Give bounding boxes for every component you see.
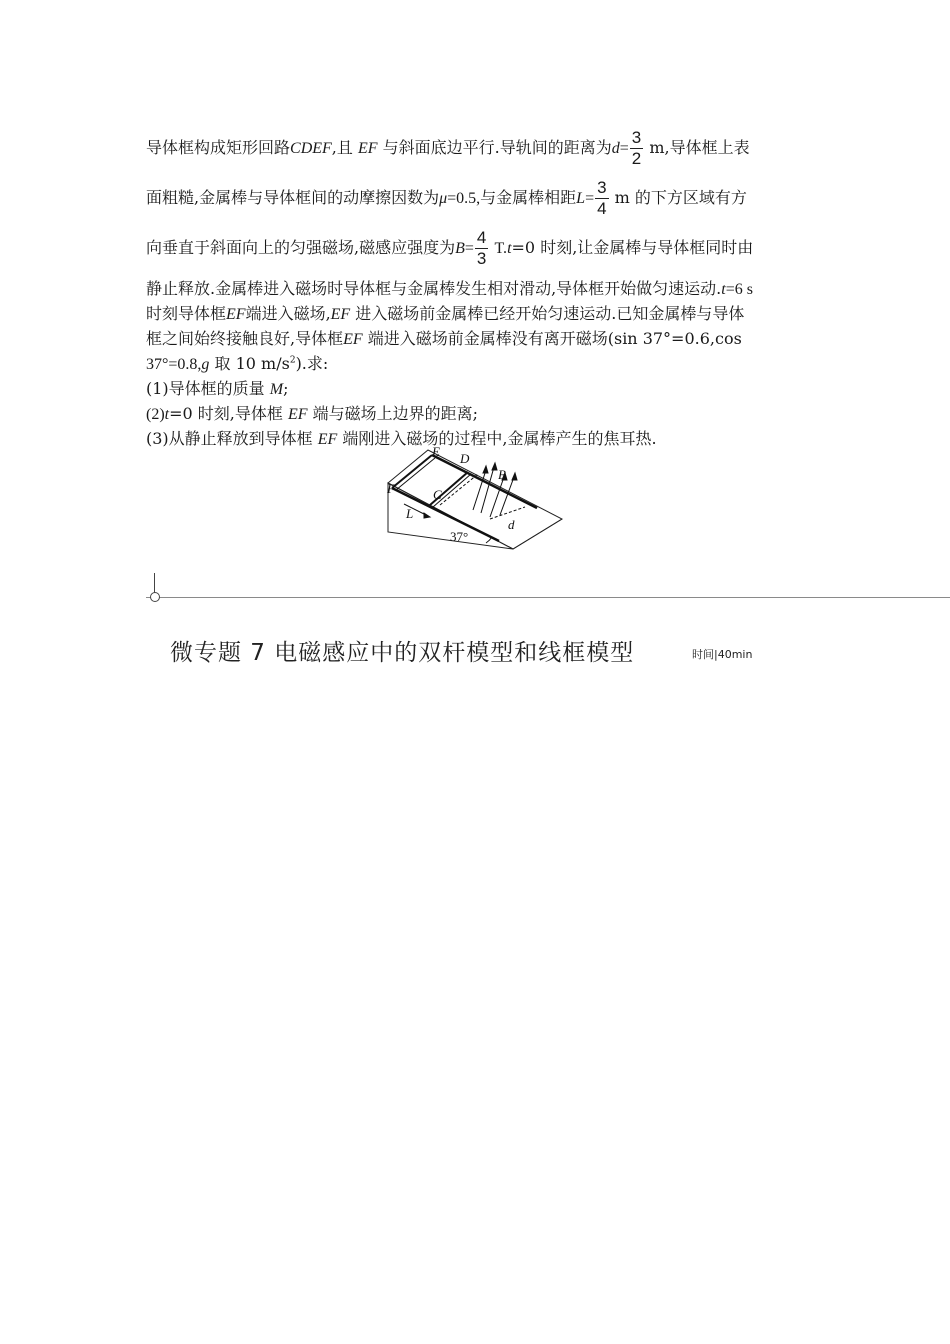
problem-line-4 bbox=[146, 276, 753, 299]
label-F: F bbox=[387, 481, 395, 496]
symbol-d: d bbox=[611, 140, 620, 157]
symbol-t: t bbox=[507, 240, 512, 257]
text-span: 端刚进入磁场的过程中,金属棒产生的焦耳热. bbox=[342, 429, 657, 448]
symbol-mu: μ bbox=[439, 190, 448, 207]
problem-line-6 bbox=[146, 326, 742, 349]
equals-sign: = bbox=[464, 240, 474, 257]
label-B: B bbox=[498, 467, 506, 482]
text-span: 静止释放.金属棒进入磁场时导体框与金属棒发生相对滑动,导体框开始做匀速运动. bbox=[146, 279, 722, 298]
section-title: 微专题 7 电磁感应中的双杆模型和线框模型 bbox=[170, 640, 635, 666]
symbol-t: t bbox=[721, 281, 726, 298]
fraction-denominator: 2 bbox=[631, 149, 642, 168]
divider-dot bbox=[150, 592, 160, 602]
arrowhead bbox=[424, 513, 430, 518]
text-span: 时刻导体框 bbox=[146, 304, 227, 323]
symbol-g: g bbox=[201, 356, 210, 373]
equals-sign: = bbox=[585, 190, 595, 207]
problem-line-1 bbox=[146, 128, 816, 169]
text-span: =0 时刻,让金属棒与导体框同时由 bbox=[511, 238, 754, 257]
angle-arc bbox=[486, 537, 492, 543]
text-span: =0.5,与金属棒相距 bbox=[447, 190, 577, 207]
text-span: 进入磁场前金属棒已经开始匀速运动.已知金属棒与导体 bbox=[355, 304, 745, 323]
incline-figure bbox=[380, 445, 570, 555]
text-span: m,导体框上表 bbox=[649, 138, 750, 157]
problem-line-3 bbox=[146, 228, 816, 269]
fraction-d bbox=[630, 128, 643, 169]
fraction-numerator: 4 bbox=[476, 228, 487, 247]
text-span: 取 10 m/s bbox=[214, 354, 290, 373]
label-C: C bbox=[433, 487, 442, 502]
section-time-limit: 时间|40min bbox=[692, 648, 753, 661]
incline-bottom-edge bbox=[513, 519, 562, 549]
text-span: 导体框构成矩形回路 bbox=[146, 138, 291, 157]
symbol-B: B bbox=[455, 240, 465, 257]
label-d: d bbox=[508, 517, 515, 532]
label-L: L bbox=[406, 506, 414, 521]
arrowhead bbox=[512, 473, 517, 480]
text-span: T. bbox=[494, 240, 508, 257]
text-span: 37°=0.8, bbox=[146, 356, 202, 373]
fraction-denominator: 3 bbox=[476, 249, 487, 268]
text-span: 面粗糙,金属棒与导体框间的动摩擦因数为 bbox=[146, 188, 440, 207]
text-span: (2) bbox=[146, 406, 165, 423]
symbol-L: L bbox=[576, 190, 586, 207]
symbol-EF: EF bbox=[330, 306, 351, 323]
label-angle: 37° bbox=[450, 529, 469, 544]
fraction-L bbox=[595, 178, 608, 219]
text-span: 框之间始终接触良好,导体框 bbox=[146, 329, 344, 348]
symbol-EF: EF bbox=[287, 406, 308, 423]
symbol-M: M bbox=[269, 381, 284, 398]
fraction-denominator: 4 bbox=[597, 199, 607, 218]
label-E: E bbox=[432, 445, 440, 459]
symbol-CDEF: CDEF bbox=[290, 140, 332, 157]
frame-side-EF bbox=[392, 455, 432, 488]
section-divider bbox=[146, 597, 950, 598]
fraction-B bbox=[475, 228, 488, 269]
magnetic-field-arrows bbox=[473, 463, 517, 517]
frame-side-EF-inner bbox=[396, 458, 435, 490]
text-span: 端进入磁场, bbox=[245, 304, 331, 323]
text-span: (1)导体框的质量 bbox=[146, 379, 265, 398]
equals-sign: = bbox=[619, 140, 629, 157]
fraction-numerator: 3 bbox=[631, 128, 642, 147]
superscript: 2 bbox=[289, 355, 296, 366]
text-span: 向垂直于斜面向上的匀强磁场,磁感应强度为 bbox=[146, 238, 456, 257]
text-span: =6 s bbox=[725, 281, 753, 298]
text-span: ).求: bbox=[295, 354, 329, 373]
field-arrow bbox=[481, 467, 494, 513]
symbol-EF: EF bbox=[226, 306, 246, 323]
text-span: ,且 bbox=[331, 138, 353, 157]
symbol-EF: EF bbox=[317, 431, 338, 448]
problem-line-7 bbox=[146, 351, 328, 374]
arrowhead bbox=[492, 463, 497, 470]
text-span: 端进入磁场前金属棒没有离开磁场(sin 37°=0.6,cos bbox=[367, 329, 742, 348]
fraction-numerator: 3 bbox=[597, 178, 607, 197]
symbol-t: t bbox=[164, 406, 170, 423]
label-D: D bbox=[460, 451, 470, 466]
text-span: =0 时刻,导体框 bbox=[169, 404, 283, 423]
text-span: 端与磁场上边界的距离; bbox=[312, 404, 479, 423]
question-1 bbox=[146, 376, 288, 399]
arrowhead bbox=[483, 466, 488, 473]
text-span: 与斜面底边平行.导轨间的距离为 bbox=[382, 138, 612, 157]
text-span: (3)从静止释放到导体框 bbox=[146, 429, 313, 448]
symbol-EF: EF bbox=[357, 140, 378, 157]
question-2 bbox=[146, 401, 478, 424]
problem-line-2 bbox=[146, 178, 816, 219]
text-span: ; bbox=[283, 379, 289, 398]
text-span: m 的下方区域有方 bbox=[614, 188, 747, 207]
problem-line-5 bbox=[146, 301, 744, 324]
symbol-EF: EF bbox=[343, 331, 363, 348]
